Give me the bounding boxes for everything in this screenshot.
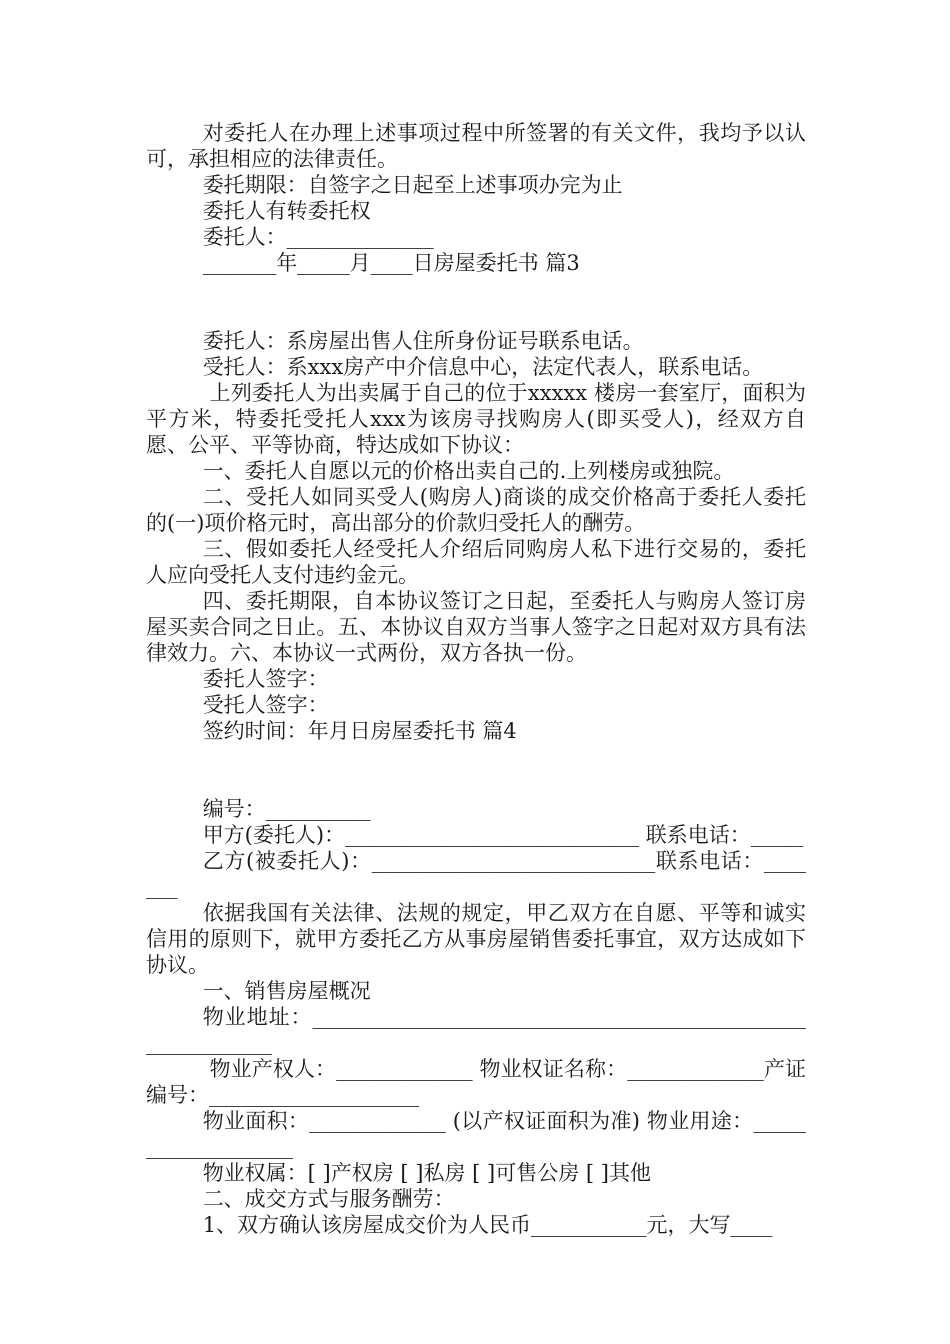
paragraph-date-heading-3: _______年_____月____日房屋委托书 篇3	[202, 251, 580, 275]
paragraph-serial-number: 编号：__________	[202, 797, 371, 821]
document-body	[146, 120, 806, 1238]
paragraph-entruster-sign: 委托人签字：	[202, 667, 329, 691]
paragraph-party-b: 乙方(被委托人)：___________________________联系电话：_______	[146, 849, 806, 899]
paragraph-trustee-sign: 受托人签字：	[202, 693, 329, 717]
paragraph-entrust-period: 委托期限：自签字之日起至上述事项办完为止	[202, 173, 623, 197]
paragraph-agreement-intro: 上列委托人为出卖属于自己的位于xxxxx 楼房一套室厅，面积为平方米，特委托受托人xxx为该房寻找购房人(即买受人)，经双方自愿、公平、平等协商，特达成如下协议：	[146, 381, 806, 457]
paragraph-property-area: 物业面积：_____________ (以产权证面积为准) 物业用途：___________________	[146, 1109, 806, 1159]
paragraph-entruster-signature: 委托人：______________	[202, 225, 434, 249]
paragraph-signed-documents: 对委托人在办理上述事项过程中所签署的有关文件，我均予以认可，承担相应的法律责任。	[146, 121, 806, 171]
paragraph-clause-2: 二、受托人如同买受人(购房人)商谈的成交价格高于委托人委托的(一)项价格元时，高出部分的价款归受托人的酬劳。	[146, 485, 806, 535]
paragraph-transaction-price: 1、双方确认该房屋成交价为人民币___________元，大写____	[202, 1213, 773, 1237]
heading-transaction-method: 二、成交方式与服务酬劳：	[202, 1187, 455, 1211]
paragraph-property-address: 物业地址：___________________________________________________________	[146, 1005, 806, 1055]
paragraph-trustee-info: 受托人：系xxx房产中介信息中心，法定代表人，联系电话。	[202, 355, 764, 379]
paragraph-property-ownership: 物业权属：[ ]产权房 [ ]私房 [ ]可售公房 [ ]其他	[202, 1161, 651, 1185]
paragraph-party-a: 甲方(委托人)：____________________________ 联系电话：_____	[202, 823, 804, 847]
heading-property-overview: 一、销售房屋概况	[202, 979, 371, 1003]
paragraph-entruster-info: 委托人：系房屋出售人住所身份证号联系电话。	[202, 329, 644, 353]
paragraph-date-heading-4: 签约时间：年月日房屋委托书 篇4	[202, 719, 517, 743]
paragraph-property-owner: 物业产权人：_____________ 物业权证名称：_____________产证编号：____________________	[146, 1057, 806, 1107]
paragraph-clause-3: 三、假如委托人经受托人介绍后同购房人私下进行交易的，委托人应向受托人支付违约金元。	[146, 537, 806, 587]
paragraph-clause-1: 一、委托人自愿以元的价格出卖自己的.上列楼房或独院。	[202, 459, 735, 483]
section-gap	[146, 276, 806, 328]
paragraph-clause-4-6: 四、委托期限，自本协议签订之日起，至委托人与购房人签订房屋买卖合同之日止。五、本协议自双方当事人签字之日起对双方具有法律效力。六、本协议一式两份，双方各执一份。	[146, 589, 806, 665]
paragraph-legal-basis: 依据我国有关法律、法规的规定，甲乙双方在自愿、平等和诚实信用的原则下，就甲方委托乙方从事房屋销售委托事宜，双方达成如下协议。	[146, 901, 806, 977]
section-gap	[146, 744, 806, 796]
paragraph-sub-entrust-right: 委托人有转委托权	[202, 199, 371, 223]
